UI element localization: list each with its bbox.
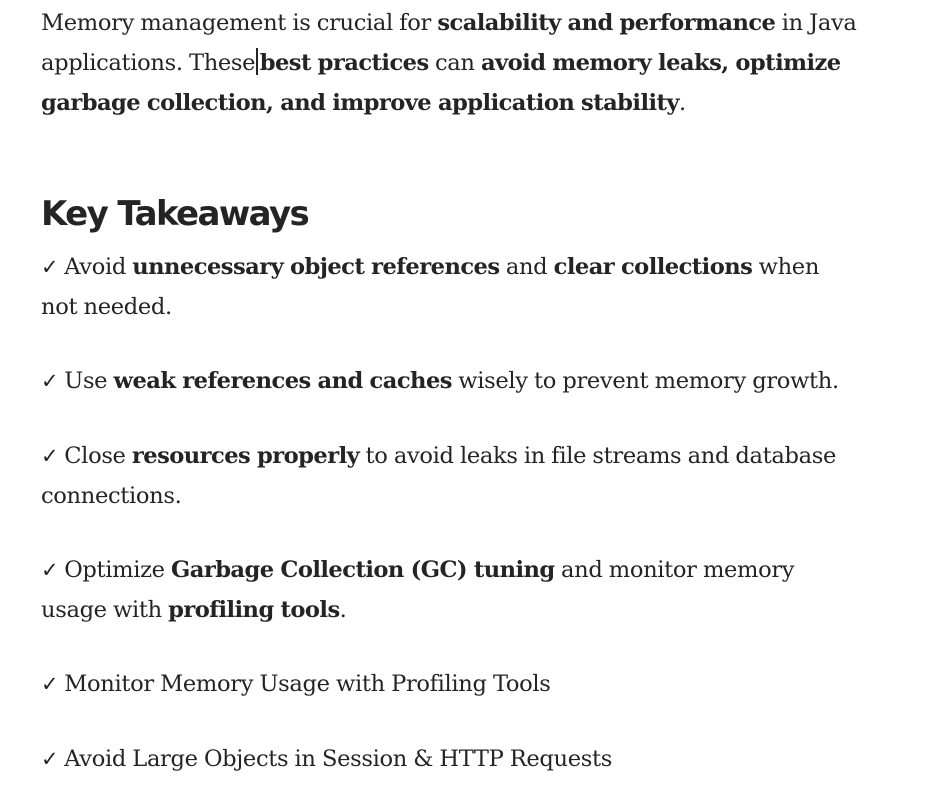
intro-text-1: Memory management is crucial for <box>41 10 438 36</box>
takeaway-bold: profiling tools <box>168 597 340 623</box>
intro-bold-scalability: scalability and performance <box>437 10 776 36</box>
text-cursor <box>256 48 258 75</box>
intro-paragraph <box>41 3 861 123</box>
takeaway-item <box>41 739 861 779</box>
checkmark-icon: ✓ <box>41 444 59 468</box>
takeaway-text: Optimize <box>64 557 171 583</box>
takeaway-bold: unnecessary object references <box>132 254 500 280</box>
takeaway-bold: clear collections <box>553 254 753 280</box>
takeaway-text: Avoid <box>64 254 133 280</box>
intro-bold-best-practices: best practices <box>259 50 429 76</box>
takeaway-text: Avoid Large Objects in Session & HTTP Requests <box>64 746 612 772</box>
intro-text-4: . <box>679 90 686 116</box>
takeaway-text: to avoid leaks in file streams and database connections. <box>41 443 836 509</box>
checkmark-icon: ✓ <box>41 747 59 771</box>
intro-text-2: in Java applications. These <box>41 10 857 76</box>
takeaway-item <box>41 664 861 704</box>
takeaway-text: wisely to prevent memory growth. <box>451 368 839 394</box>
takeaway-text: Close <box>64 443 132 469</box>
takeaway-text: Monitor Memory Usage with Profiling Tools <box>64 671 551 697</box>
takeaway-item <box>41 550 861 630</box>
takeaway-text: when not needed. <box>41 254 820 320</box>
takeaway-bold: resources properly <box>131 443 360 469</box>
checkmark-icon: ✓ <box>41 558 59 582</box>
takeaway-text: . <box>339 597 347 623</box>
section-heading: Key Takeaways <box>41 194 309 234</box>
checkmark-icon: ✓ <box>41 255 59 279</box>
takeaway-text: and <box>499 254 554 280</box>
checkmark-icon: ✓ <box>41 369 59 393</box>
intro-bold-avoid-leaks: avoid memory leaks, optimize garbage collection, and improve application stability <box>41 50 841 116</box>
takeaway-text: and monitor memory usage with <box>41 557 795 623</box>
takeaway-bold: Garbage Collection (GC) tuning <box>171 557 555 583</box>
takeaway-item <box>41 436 861 516</box>
takeaway-item <box>41 247 861 327</box>
takeaway-text: Use <box>64 368 114 394</box>
takeaway-bold: weak references and caches <box>113 368 452 394</box>
takeaway-item <box>41 361 861 401</box>
checkmark-icon: ✓ <box>41 672 59 696</box>
intro-text-3: can <box>428 50 481 76</box>
